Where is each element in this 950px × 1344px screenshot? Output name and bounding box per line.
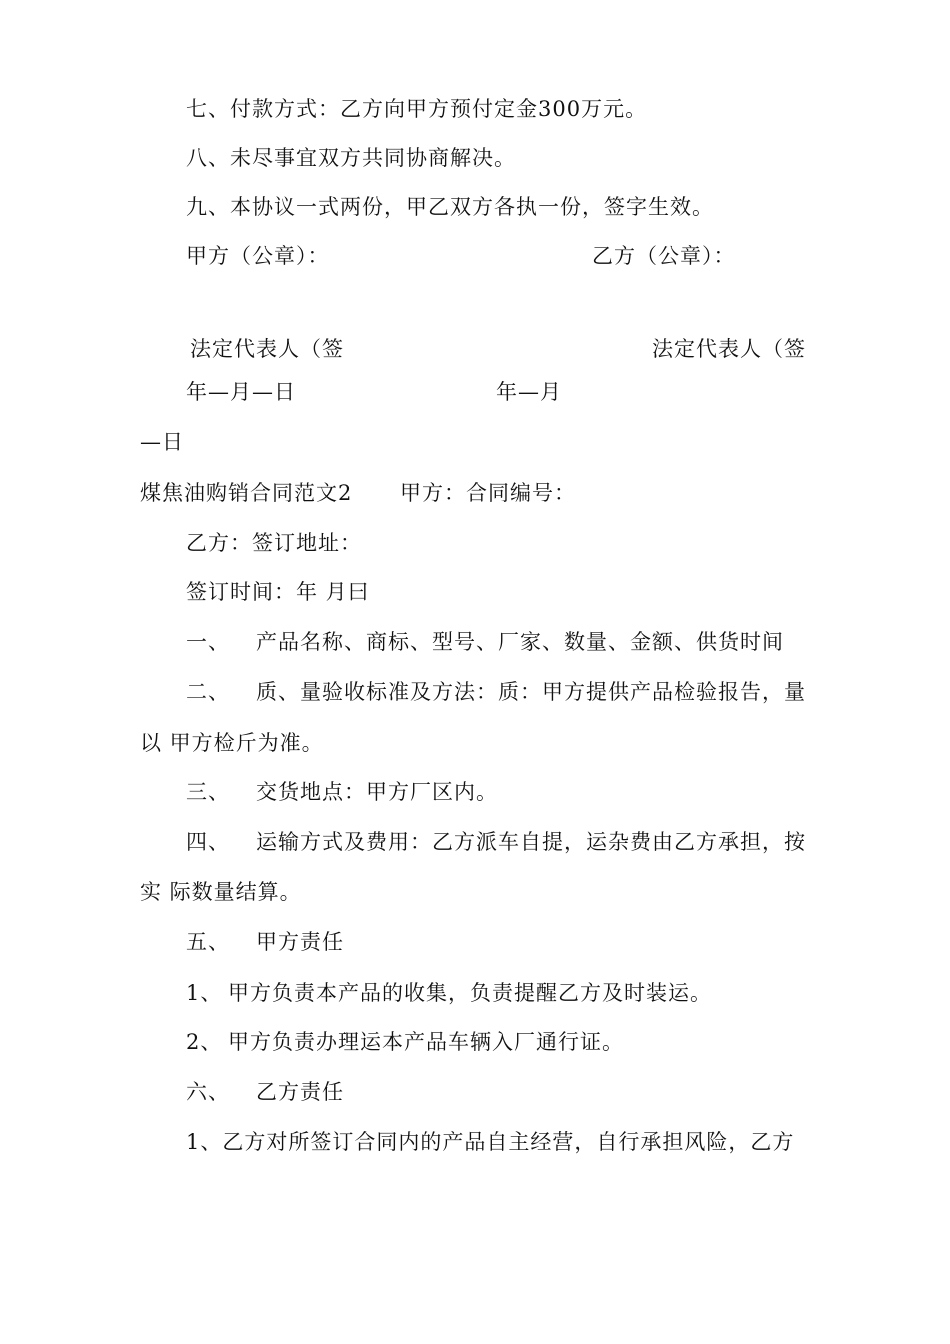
item-2-number: 二、 — [186, 680, 230, 704]
duty-a-2-text: 甲方负责办理运本产品车辆入厂通行证。 — [228, 1030, 624, 1054]
clause-7-payment: 七、付款方式：乙方向甲方预付定金300万元。 — [186, 97, 648, 121]
item-6-party-b-duties: 乙方责任 — [256, 1080, 344, 1104]
item-6-number: 六、 — [186, 1080, 230, 1104]
item-4-continued: 实 际数量结算。 — [140, 880, 302, 904]
item-4-number: 四、 — [186, 830, 230, 854]
item-5-party-a-duties: 甲方责任 — [256, 930, 344, 954]
duty-a-2-number: 2、 — [186, 1030, 223, 1054]
item-1-number: 一、 — [186, 630, 230, 654]
duty-a-1-text: 甲方负责本产品的收集，负责提醒乙方及时装运。 — [228, 981, 712, 1005]
party-b-seal-label: 乙方（公章）： — [592, 244, 736, 268]
clause-9-copies: 九、本协议一式两份，甲乙双方各执一份，签字生效。 — [186, 195, 714, 219]
item-1-product-info: 产品名称、商标、型号、厂家、数量、金额、供货时间 — [256, 630, 784, 654]
party-b-date: 年—月 — [496, 380, 562, 404]
item-3-delivery-location: 交货地点：甲方厂区内。 — [256, 780, 498, 804]
item-2-continued: 以 甲方检斤为准。 — [140, 731, 324, 755]
duty-a-1-number: 1、 — [186, 981, 223, 1005]
item-3-number: 三、 — [186, 780, 230, 804]
party-a-seal-label: 甲方（公章）： — [186, 244, 330, 268]
party-b-date-continued: —日 — [140, 430, 184, 454]
item-5-number: 五、 — [186, 930, 230, 954]
document-title: 煤焦油购销合同范文2 — [140, 481, 353, 505]
signing-time-label: 签订时间：年 月曰 — [186, 580, 370, 604]
item-4-transport: 运输方式及费用：乙方派车自提，运杂费由乙方承担，按 — [256, 830, 806, 854]
item-2-inspection-standard: 质、量验收标准及方法：质：甲方提供产品检验报告，量 — [256, 680, 806, 704]
party-a-contract-number-label: 甲方：合同编号： — [400, 481, 576, 505]
party-a-date: 年—月—日 — [186, 380, 296, 404]
duty-b-1-text: 1、乙方对所签订合同内的产品自主经营，自行承担风险，乙方 — [186, 1130, 795, 1154]
party-b-signing-address-label: 乙方：签订地址： — [186, 531, 362, 555]
party-b-representative-label: 法定代表人（签 — [652, 337, 806, 361]
party-a-representative-label: 法定代表人（签 — [190, 337, 344, 361]
clause-8-other-matters: 八、未尽事宜双方共同协商解决。 — [186, 146, 516, 170]
